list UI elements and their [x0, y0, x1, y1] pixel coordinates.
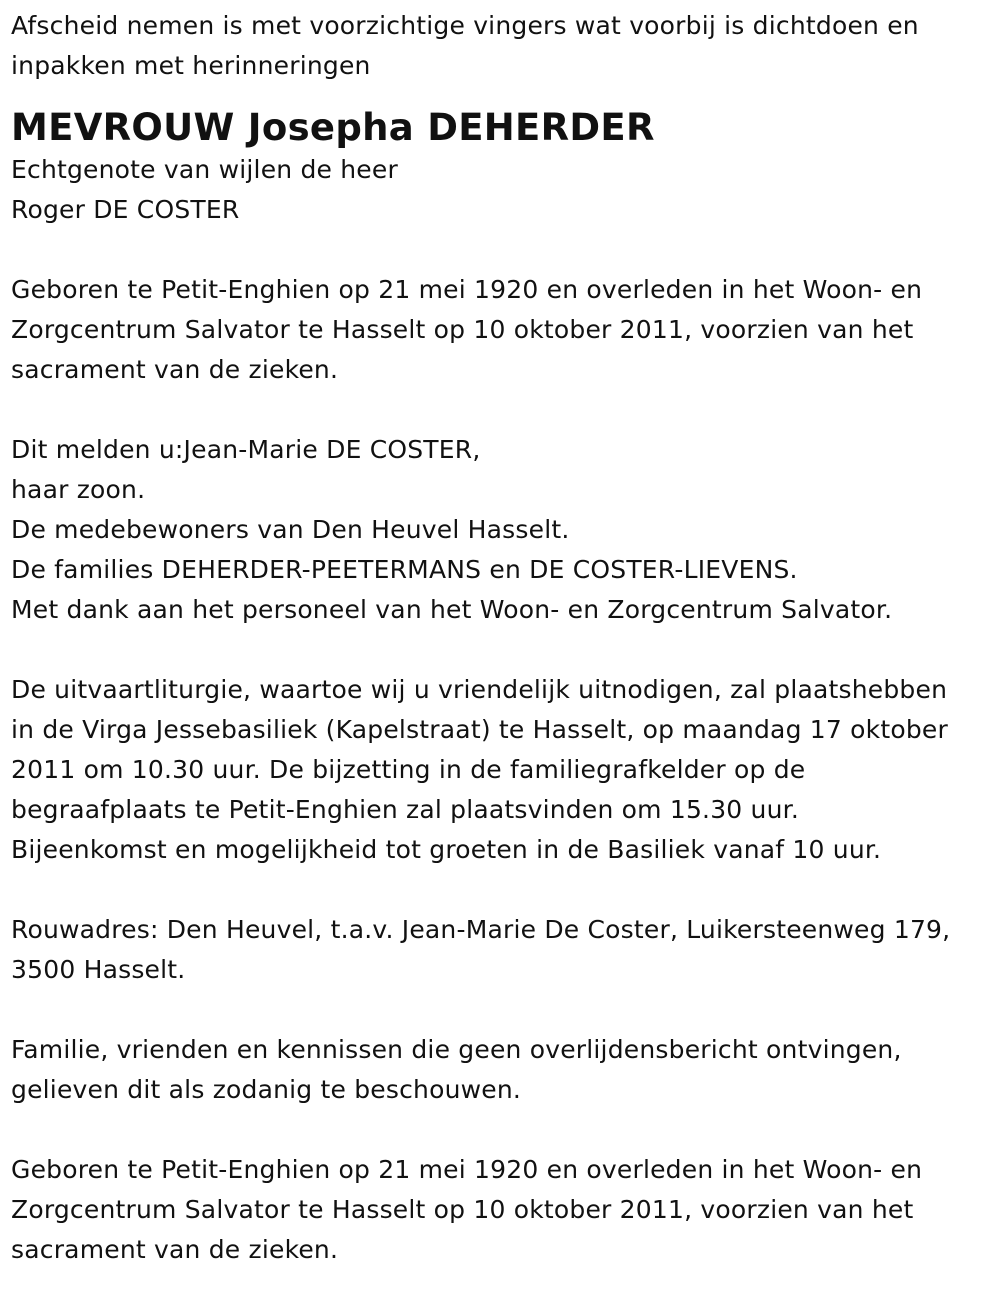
obituary-notice [11, 6, 996, 1270]
birth-repeat-line-2: Zorgcentrum Salvator te Hasselt op 10 oktober 2011, voorzien van het [11, 1195, 914, 1224]
funeral-line-2: in de Virga Jessebasiliek (Kapelstraat) te Hasselt, op maandag 17 oktober [11, 715, 948, 744]
funeral-line-4: begraafplaats te Petit-Enghien zal plaatsvinden om 15.30 uur. [11, 795, 799, 824]
announcers [11, 430, 996, 630]
birth-death-info [11, 270, 996, 390]
intro-line-1: Afscheid nemen is met voorzichtige vingers wat voorbij is dichtdoen en [11, 11, 919, 40]
announcer-line-2: haar zoon. [11, 475, 146, 504]
spacer [11, 390, 996, 430]
birth-death-info-repeat [11, 1150, 996, 1270]
funeral-line-1: De uitvaartliturgie, waartoe wij u vriendelijk uitnodigen, zal plaatshebben [11, 675, 948, 704]
notice [11, 1030, 996, 1110]
notice-line-2: gelieven dit als zodanig te beschouwen. [11, 1075, 522, 1104]
notice-line-1: Familie, vrienden en kennissen die geen overlijdensbericht ontvingen, [11, 1035, 902, 1064]
spacer [11, 1110, 996, 1150]
spacer [11, 630, 996, 670]
funeral-line-3: 2011 om 10.30 uur. De bijzetting in de familiegrafkelder op de [11, 755, 806, 784]
address-line-1: Rouwadres: Den Heuvel, t.a.v. Jean-Marie De Coster, Luikersteenweg 179, [11, 915, 951, 944]
birth-repeat-line-1: Geboren te Petit-Enghien op 21 mei 1920 en overleden in het Woon- en [11, 1155, 923, 1184]
mourning-address [11, 910, 996, 990]
funeral-line-5: Bijeenkomst en mogelijkheid tot groeten in de Basiliek vanaf 10 uur. [11, 835, 882, 864]
birth-line-2: Zorgcentrum Salvator te Hasselt op 10 oktober 2011, voorzien van het [11, 315, 914, 344]
announcer-line-3: De medebewoners van Den Heuvel Hasselt. [11, 515, 570, 544]
address-line-2: 3500 Hasselt. [11, 955, 186, 984]
birth-repeat-line-3: sacrament van de zieken. [11, 1235, 339, 1264]
spacer [11, 990, 996, 1030]
spacer [11, 230, 996, 270]
announcer-line-5: Met dank aan het personeel van het Woon- en Zorgcentrum Salvator. [11, 595, 893, 624]
intro-quote [11, 6, 996, 86]
deceased-name: MEVROUW Josepha DEHERDER [11, 106, 655, 149]
spacer [11, 870, 996, 910]
spouse-line-2: Roger DE COSTER [11, 195, 240, 224]
birth-line-1: Geboren te Petit-Enghien op 21 mei 1920 en overleden in het Woon- en [11, 275, 923, 304]
spouse-info [11, 150, 996, 230]
funeral-details [11, 670, 996, 870]
intro-line-2: inpakken met herinneringen [11, 51, 371, 80]
announcer-line-4: De families DEHERDER-PEETERMANS en DE COSTER-LIEVENS. [11, 555, 798, 584]
birth-line-3: sacrament van de zieken. [11, 355, 339, 384]
announcer-line-1: Dit melden u:Jean-Marie DE COSTER, [11, 435, 481, 464]
spouse-line-1: Echtgenote van wijlen de heer [11, 155, 398, 184]
